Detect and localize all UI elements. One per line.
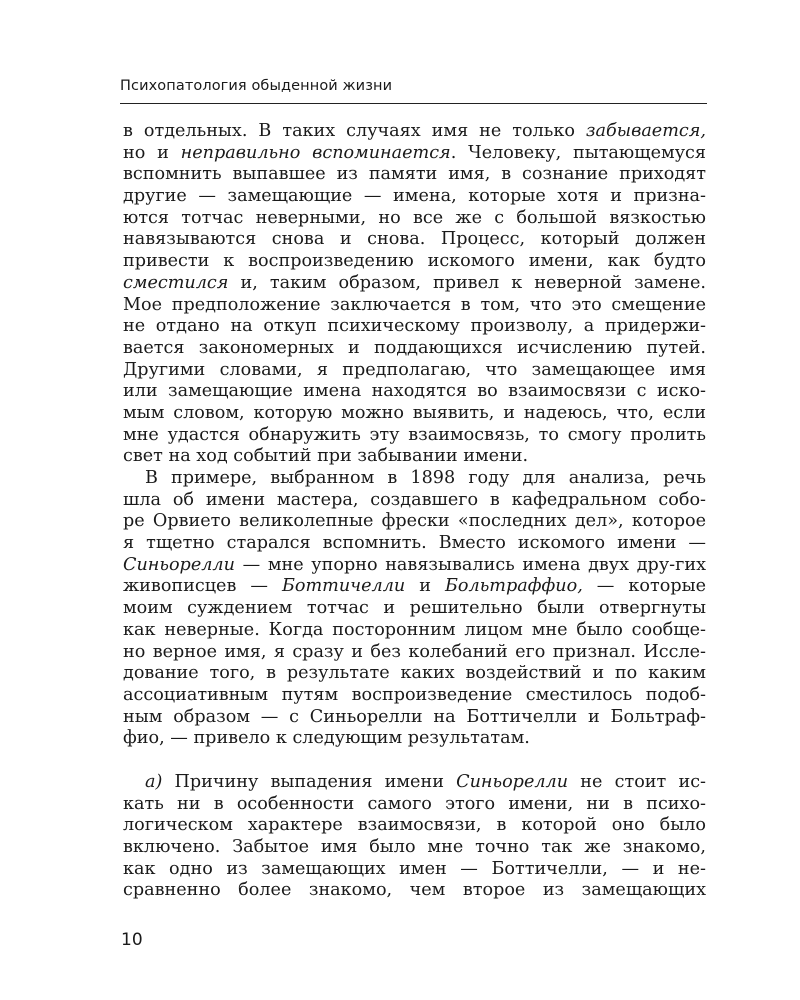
text-line: но верное имя, я сразу и без колебаний его признал. Иссле-	[123, 641, 706, 662]
text-line: ассоциативным путям воспроизведение сместилось подоб-	[123, 684, 706, 705]
text-line: вается закономерных и поддающихся исчислению путей.	[123, 337, 706, 358]
paragraph-gap	[123, 750, 706, 772]
text-line: Другими словами, я предполагаю, что замещающее имя	[123, 359, 706, 380]
running-head: Психопатология обыденной жизни	[120, 78, 393, 94]
body-text	[123, 121, 706, 902]
text-line: или замещающие имена находятся во взаимосвязи с иско-	[123, 381, 706, 402]
text-line: фио, — привело к следующим результатам.	[123, 728, 530, 749]
text-line: привести к воспроизведению искомого имени, как будто	[123, 251, 706, 272]
text-line: вспомнить выпавшее из памяти имя, в сознание приходят	[123, 164, 706, 185]
text-line: не отдано на откуп психическому произволу, а придержи-	[123, 316, 706, 337]
text-line: ются тотчас неверными, но все же с большой вязкостью	[123, 207, 706, 228]
text-line: свет на ход событий при забывании имени.	[123, 446, 529, 467]
text-line: моим суждением тотчас и решительно были отвергнуты	[123, 598, 706, 619]
text-line: как одно из замещающих имен — Боттичелли, — и не-	[123, 858, 706, 879]
text-line: логическом характере взаимосвязи, в которой оно было	[123, 815, 706, 836]
paragraph-1	[123, 121, 706, 468]
text-line: В примере, выбранном в 1898 году для анализа, речь	[145, 468, 706, 488]
paragraph-3	[123, 772, 706, 902]
text-line: мне удастся обнаружить эту взаимосвязь, то смогу пролить	[123, 424, 706, 445]
text-line: ным образом — с Синьорелли на Боттичелли и Больтраф-	[123, 706, 706, 727]
text-line: ре Орвието великолепные фрески «последних дел», которое	[123, 511, 706, 532]
page-number: 10	[121, 930, 143, 950]
text-line: кать ни в особенности самого этого имени, ни в психо-	[123, 793, 706, 814]
text-line: сместился и, таким образом, привел к неверной замене.	[123, 272, 706, 293]
text-line: включено. Забытое имя было мне точно так же знакомо,	[123, 837, 706, 857]
text-line: живописцев — Боттичелли и Больтраффио, — которые	[123, 576, 706, 597]
text-line: другие — замещающие — имена, которые хотя и призна-	[123, 186, 706, 207]
text-line: а) Причину выпадения имени Синьорелли не стоит ис-	[145, 771, 706, 792]
paragraph-2	[123, 468, 706, 750]
text-line: навязываются снова и снова. Процесс, который должен	[123, 229, 706, 250]
text-line: дование того, в результате каких воздействий и по каким	[123, 663, 706, 684]
text-line: в отдельных. В таких случаях имя не только забывается,	[123, 121, 706, 141]
header-rule	[120, 103, 707, 104]
text-line: я тщетно старался вспомнить. Вместо искомого имени —	[123, 533, 706, 554]
text-line: мым словом, которую можно выявить, и надеюсь, что, если	[123, 402, 706, 423]
text-line: шла об имени мастера, создавшего в кафедральном собо-	[123, 489, 706, 510]
text-line: Синьорелли — мне упорно навязывались имена двух дру-гих	[123, 554, 706, 575]
text-line: Мое предположение заключается в том, что это смещение	[123, 294, 706, 315]
text-line: но и неправильно вспоминается. Человеку, пытающемуся	[123, 142, 706, 163]
text-line: как неверные. Когда посторонним лицом мне было сообще-	[123, 619, 706, 640]
text-line: сравненно более знакомо, чем второе из замещающих	[123, 880, 706, 901]
